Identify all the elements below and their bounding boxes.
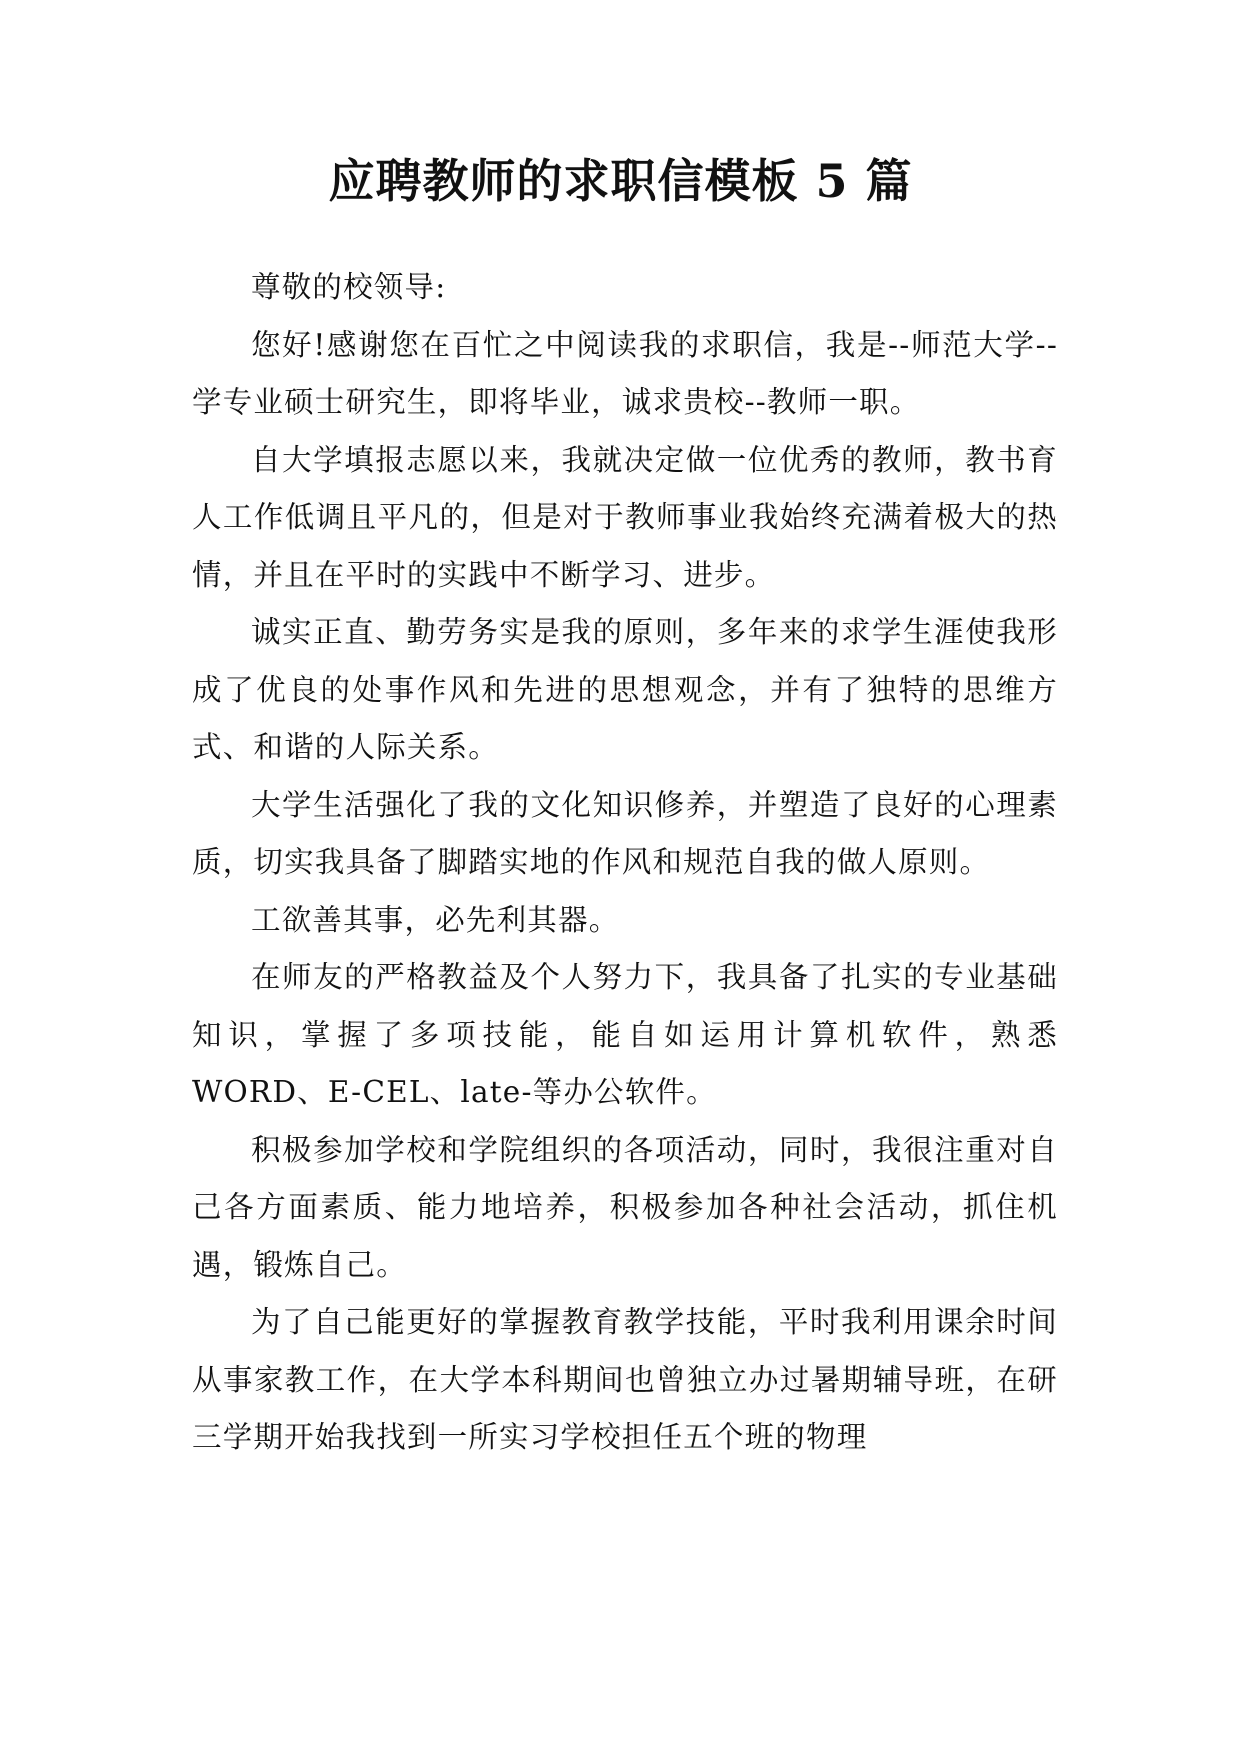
body-paragraph: 在师友的严格教益及个人努力下，我具备了扎实的专业基础知识，掌握了多项技能，能自如运用计算机软件，熟悉WORD、E-CEL、late-等办公软件。: [192, 960, 1058, 1109]
salutation-paragraph: 尊敬的校领导:: [251, 270, 447, 304]
body-paragraph: 您好!感谢您在百忙之中阅读我的求职信，我是--师范大学--学专业硕士研究生，即将毕业，诚求贵校--教师一职。: [192, 327, 1058, 419]
body-paragraph: 诚实正直、勤劳务实是我的原则，多年来的求学生涯使我形成了优良的处事作风和先进的思想观念，并有了独特的思维方式、和谐的人际关系。: [192, 615, 1058, 764]
body-paragraph: 为了自己能更好的掌握教育教学技能，平时我利用课余时间从事家教工作，在大学本科期间也曾独立办过暑期辅导班，在研三学期开始我找到一所实习学校担任五个班的物理: [192, 1305, 1058, 1454]
document-title: 应聘教师的求职信模板 5 篇: [328, 154, 913, 208]
letter-body: [192, 259, 1058, 1467]
body-paragraph: 工欲善其事，必先利其器。: [251, 902, 620, 937]
body-paragraph: 大学生活强化了我的文化知识修养，并塑造了良好的心理素质，切实我具备了脚踏实地的作风和规范自我的做人原则。: [192, 787, 1058, 879]
body-paragraph: 积极参加学校和学院组织的各项活动，同时，我很注重对自己各方面素质、能力地培养，积极参加各种社会活动，抓住机遇，锻炼自己。: [192, 1132, 1058, 1282]
body-paragraph: 自大学填报志愿以来，我就决定做一位优秀的教师，教书育人工作低调且平凡的，但是对于教师事业我始终充满着极大的热情，并且在平时的实践中不断学习、进步。: [192, 442, 1058, 592]
